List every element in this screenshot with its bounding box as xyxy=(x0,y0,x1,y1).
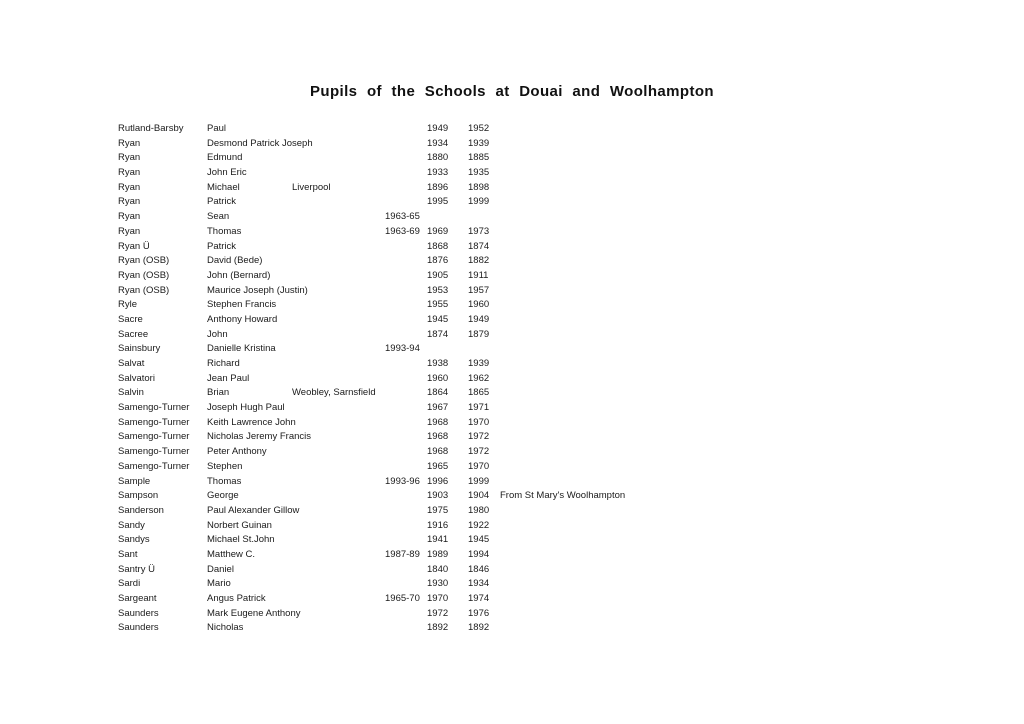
surname-cell: Rutland-Barsby xyxy=(118,123,184,134)
forenames-cell: Angus Patrick xyxy=(207,593,266,604)
pupil-row xyxy=(118,401,998,416)
pupil-row xyxy=(118,416,998,431)
year-from-cell: 1945 xyxy=(427,313,449,325)
pupil-row xyxy=(118,240,998,255)
year-to-cell: 1957 xyxy=(468,284,490,296)
year-from-cell: 1864 xyxy=(427,387,449,399)
forenames-cell: Desmond Patrick Joseph xyxy=(207,137,313,149)
pupil-row xyxy=(118,210,998,225)
pupil-row xyxy=(118,445,998,460)
year-to-cell: 1922 xyxy=(468,519,490,531)
year-from-cell: 1975 xyxy=(427,504,449,516)
surname-cell: Sardi xyxy=(118,578,141,590)
year-from-cell: 1960 xyxy=(427,372,449,384)
surname-cell: Sacree xyxy=(118,328,149,340)
forenames-cell: Edmund xyxy=(207,152,243,164)
forenames-cell: Danielle Kristina xyxy=(207,343,276,355)
forenames-cell: Peter Anthony xyxy=(207,446,267,458)
forenames-cell: Sean xyxy=(207,211,230,223)
forenames-cell: Mario xyxy=(207,578,231,590)
year-from-cell: 1934 xyxy=(427,137,449,149)
pupil-row xyxy=(118,607,998,622)
surname-cell: Samengo-Turner xyxy=(118,416,190,428)
year-to-cell: 1865 xyxy=(468,387,490,399)
surname-cell: Sample xyxy=(118,475,151,487)
surname-cell: Ryan Ü xyxy=(118,240,150,252)
note-cell: From St Mary's Woolhampton xyxy=(500,490,626,502)
forenames-cell: Mark Eugene Anthony xyxy=(207,607,301,619)
pupil-row xyxy=(118,137,998,152)
pupil-row xyxy=(118,357,998,372)
forenames-cell: Stephen xyxy=(207,460,243,472)
surname-cell: Sacre xyxy=(118,313,143,325)
attended-cell: 1993-94 xyxy=(385,343,420,355)
year-from-cell: 1903 xyxy=(427,490,449,502)
pupil-row xyxy=(118,621,998,636)
year-from-cell: 1941 xyxy=(427,534,449,546)
year-to-cell: 1934 xyxy=(468,578,490,590)
surname-cell: Samengo-Turner xyxy=(118,402,190,414)
attended-cell: 1987-89 xyxy=(385,548,420,560)
pupil-row xyxy=(118,342,998,357)
year-to-cell: 1879 xyxy=(468,328,490,340)
surname-cell: Sampson xyxy=(118,490,159,502)
year-from-cell: 1916 xyxy=(427,519,449,531)
pupil-row xyxy=(118,269,998,284)
pupil-row xyxy=(118,254,998,269)
surname-cell: Sant xyxy=(118,548,138,560)
year-to-cell: 1974 xyxy=(468,593,490,604)
place-cell: Weobley, Sarnsfield xyxy=(292,387,376,399)
surname-cell: Ryan xyxy=(118,211,141,223)
forenames-cell: Brian xyxy=(207,387,230,399)
surname-cell: Sargeant xyxy=(118,593,157,604)
pupil-row xyxy=(118,430,998,445)
year-to-cell: 1972 xyxy=(468,446,490,458)
year-to-cell: 1939 xyxy=(468,137,490,149)
pupil-row xyxy=(118,504,998,519)
year-to-cell: 1976 xyxy=(468,607,490,619)
year-from-cell: 1892 xyxy=(427,622,449,634)
year-to-cell: 1999 xyxy=(468,475,490,487)
surname-cell: Sandy xyxy=(118,519,145,531)
pupil-row xyxy=(118,548,998,563)
surname-cell: Santry Ü xyxy=(118,563,155,575)
forenames-cell: Nicholas xyxy=(207,622,244,634)
year-to-cell: 1970 xyxy=(468,416,490,428)
year-from-cell: 1938 xyxy=(427,358,449,369)
forenames-cell: John Eric xyxy=(207,167,247,179)
year-from-cell: 1995 xyxy=(427,196,449,208)
surname-cell: Ryan xyxy=(118,196,141,208)
forenames-cell: Patrick xyxy=(207,240,237,252)
year-to-cell: 1904 xyxy=(468,490,490,502)
pupil-row xyxy=(118,519,998,534)
forenames-cell: Daniel xyxy=(207,563,234,575)
forenames-cell: Maurice Joseph (Justin) xyxy=(207,284,308,296)
pupil-row xyxy=(118,577,998,592)
surname-cell: Sainsbury xyxy=(118,343,161,355)
surname-cell: Samengo-Turner xyxy=(118,446,190,458)
surname-cell: Salvin xyxy=(118,387,144,399)
attended-cell: 1963-65 xyxy=(385,211,420,223)
year-to-cell: 1980 xyxy=(468,504,490,516)
year-to-cell: 1952 xyxy=(468,123,490,134)
year-to-cell: 1882 xyxy=(468,255,490,267)
year-to-cell: 1971 xyxy=(468,402,490,414)
pupil-row xyxy=(118,475,998,490)
year-to-cell: 1935 xyxy=(468,167,490,179)
pupil-row xyxy=(118,195,998,210)
year-from-cell: 1868 xyxy=(427,240,449,252)
pupil-row xyxy=(118,460,998,475)
surname-cell: Sandys xyxy=(118,534,150,546)
surname-cell: Ryan (OSB) xyxy=(118,269,170,281)
forenames-cell: Thomas xyxy=(207,225,242,237)
forenames-cell: Stephen Francis xyxy=(207,299,277,311)
year-from-cell: 1933 xyxy=(427,167,449,179)
year-to-cell: 1846 xyxy=(468,563,490,575)
year-from-cell: 1989 xyxy=(427,548,449,560)
year-from-cell: 1905 xyxy=(427,269,449,281)
forenames-cell: John xyxy=(207,328,228,340)
attended-cell: 1965-70 xyxy=(385,593,420,604)
year-to-cell: 1898 xyxy=(468,181,490,193)
forenames-cell: Paul Alexander Gillow xyxy=(207,504,300,516)
year-to-cell: 1885 xyxy=(468,152,490,164)
year-to-cell: 1949 xyxy=(468,313,490,325)
pupil-row xyxy=(118,122,998,137)
year-to-cell: 1962 xyxy=(468,372,490,384)
year-to-cell: 1973 xyxy=(468,225,490,237)
year-to-cell: 1945 xyxy=(468,534,490,546)
year-from-cell: 1949 xyxy=(427,123,449,134)
year-from-cell: 1955 xyxy=(427,299,449,311)
surname-cell: Samengo-Turner xyxy=(118,431,190,443)
forenames-cell: Norbert Guinan xyxy=(207,519,272,531)
year-from-cell: 1970 xyxy=(427,593,449,604)
forenames-cell: Michael xyxy=(207,181,240,193)
year-to-cell: 1972 xyxy=(468,431,490,443)
forenames-cell: Richard xyxy=(207,358,240,369)
surname-cell: Ryan xyxy=(118,181,141,193)
surname-cell: Ryan xyxy=(118,167,141,179)
year-from-cell: 1996 xyxy=(427,475,449,487)
forenames-cell: David (Bede) xyxy=(207,255,263,267)
forenames-cell: Patrick xyxy=(207,196,237,208)
attended-cell: 1993-96 xyxy=(385,475,420,487)
year-from-cell: 1840 xyxy=(427,563,449,575)
pupil-row xyxy=(118,533,998,548)
forenames-cell: Michael St.John xyxy=(207,534,275,546)
year-to-cell: 1960 xyxy=(468,299,490,311)
pupils-table xyxy=(118,122,998,636)
year-from-cell: 1896 xyxy=(427,181,449,193)
surname-cell: Salvat xyxy=(118,358,145,369)
year-from-cell: 1972 xyxy=(427,607,449,619)
pupil-row xyxy=(118,225,998,240)
surname-cell: Ryan (OSB) xyxy=(118,284,170,296)
pupil-row xyxy=(118,181,998,196)
year-to-cell: 1970 xyxy=(468,460,490,472)
year-from-cell: 1965 xyxy=(427,460,449,472)
year-from-cell: 1874 xyxy=(427,328,449,340)
surname-cell: Saunders xyxy=(118,622,159,634)
year-to-cell: 1892 xyxy=(468,622,490,634)
forenames-cell: Thomas xyxy=(207,475,242,487)
surname-cell: Ryle xyxy=(118,299,138,311)
year-to-cell: 1911 xyxy=(468,269,489,281)
year-from-cell: 1880 xyxy=(427,152,449,164)
forenames-cell: Anthony Howard xyxy=(207,313,278,325)
year-to-cell: 1999 xyxy=(468,196,490,208)
year-from-cell: 1969 xyxy=(427,225,449,237)
surname-cell: Sanderson xyxy=(118,504,164,516)
forenames-cell: Nicholas Jeremy Francis xyxy=(207,431,311,443)
year-from-cell: 1968 xyxy=(427,416,449,428)
page-title: Pupils of the Schools at Douai and Woolhampton xyxy=(310,83,714,100)
surname-cell: Saunders xyxy=(118,607,159,619)
year-from-cell: 1930 xyxy=(427,578,449,590)
pupil-row xyxy=(118,328,998,343)
surname-cell: Ryan xyxy=(118,152,141,164)
surname-cell: Samengo-Turner xyxy=(118,460,190,472)
year-from-cell: 1876 xyxy=(427,255,449,267)
surname-cell: Ryan (OSB) xyxy=(118,255,170,267)
year-from-cell: 1968 xyxy=(427,446,449,458)
forenames-cell: Keith Lawrence John xyxy=(207,416,296,428)
pupil-row xyxy=(118,166,998,181)
attended-cell: 1963-69 xyxy=(385,225,420,237)
forenames-cell: Matthew C. xyxy=(207,548,256,560)
year-to-cell: 1939 xyxy=(468,358,490,369)
pupil-row xyxy=(118,489,998,504)
forenames-cell: Jean Paul xyxy=(207,372,250,384)
pupil-row xyxy=(118,298,998,313)
year-to-cell: 1994 xyxy=(468,548,490,560)
year-from-cell: 1953 xyxy=(427,284,449,296)
year-from-cell: 1967 xyxy=(427,402,449,414)
pupil-row xyxy=(118,563,998,578)
pupil-row xyxy=(118,372,998,387)
year-to-cell: 1874 xyxy=(468,240,490,252)
pupil-row xyxy=(118,592,998,607)
forenames-cell: Paul xyxy=(207,123,227,134)
place-cell: Liverpool xyxy=(292,181,331,193)
year-from-cell: 1968 xyxy=(427,431,449,443)
pupil-row xyxy=(118,386,998,401)
surname-cell: Ryan xyxy=(118,225,141,237)
forenames-cell: George xyxy=(207,490,239,502)
forenames-cell: Joseph Hugh Paul xyxy=(207,402,285,414)
pupil-row xyxy=(118,151,998,166)
forenames-cell: John (Bernard) xyxy=(207,269,271,281)
surname-cell: Salvatori xyxy=(118,372,155,384)
pupil-row xyxy=(118,313,998,328)
surname-cell: Ryan xyxy=(118,137,141,149)
pupil-row xyxy=(118,284,998,299)
